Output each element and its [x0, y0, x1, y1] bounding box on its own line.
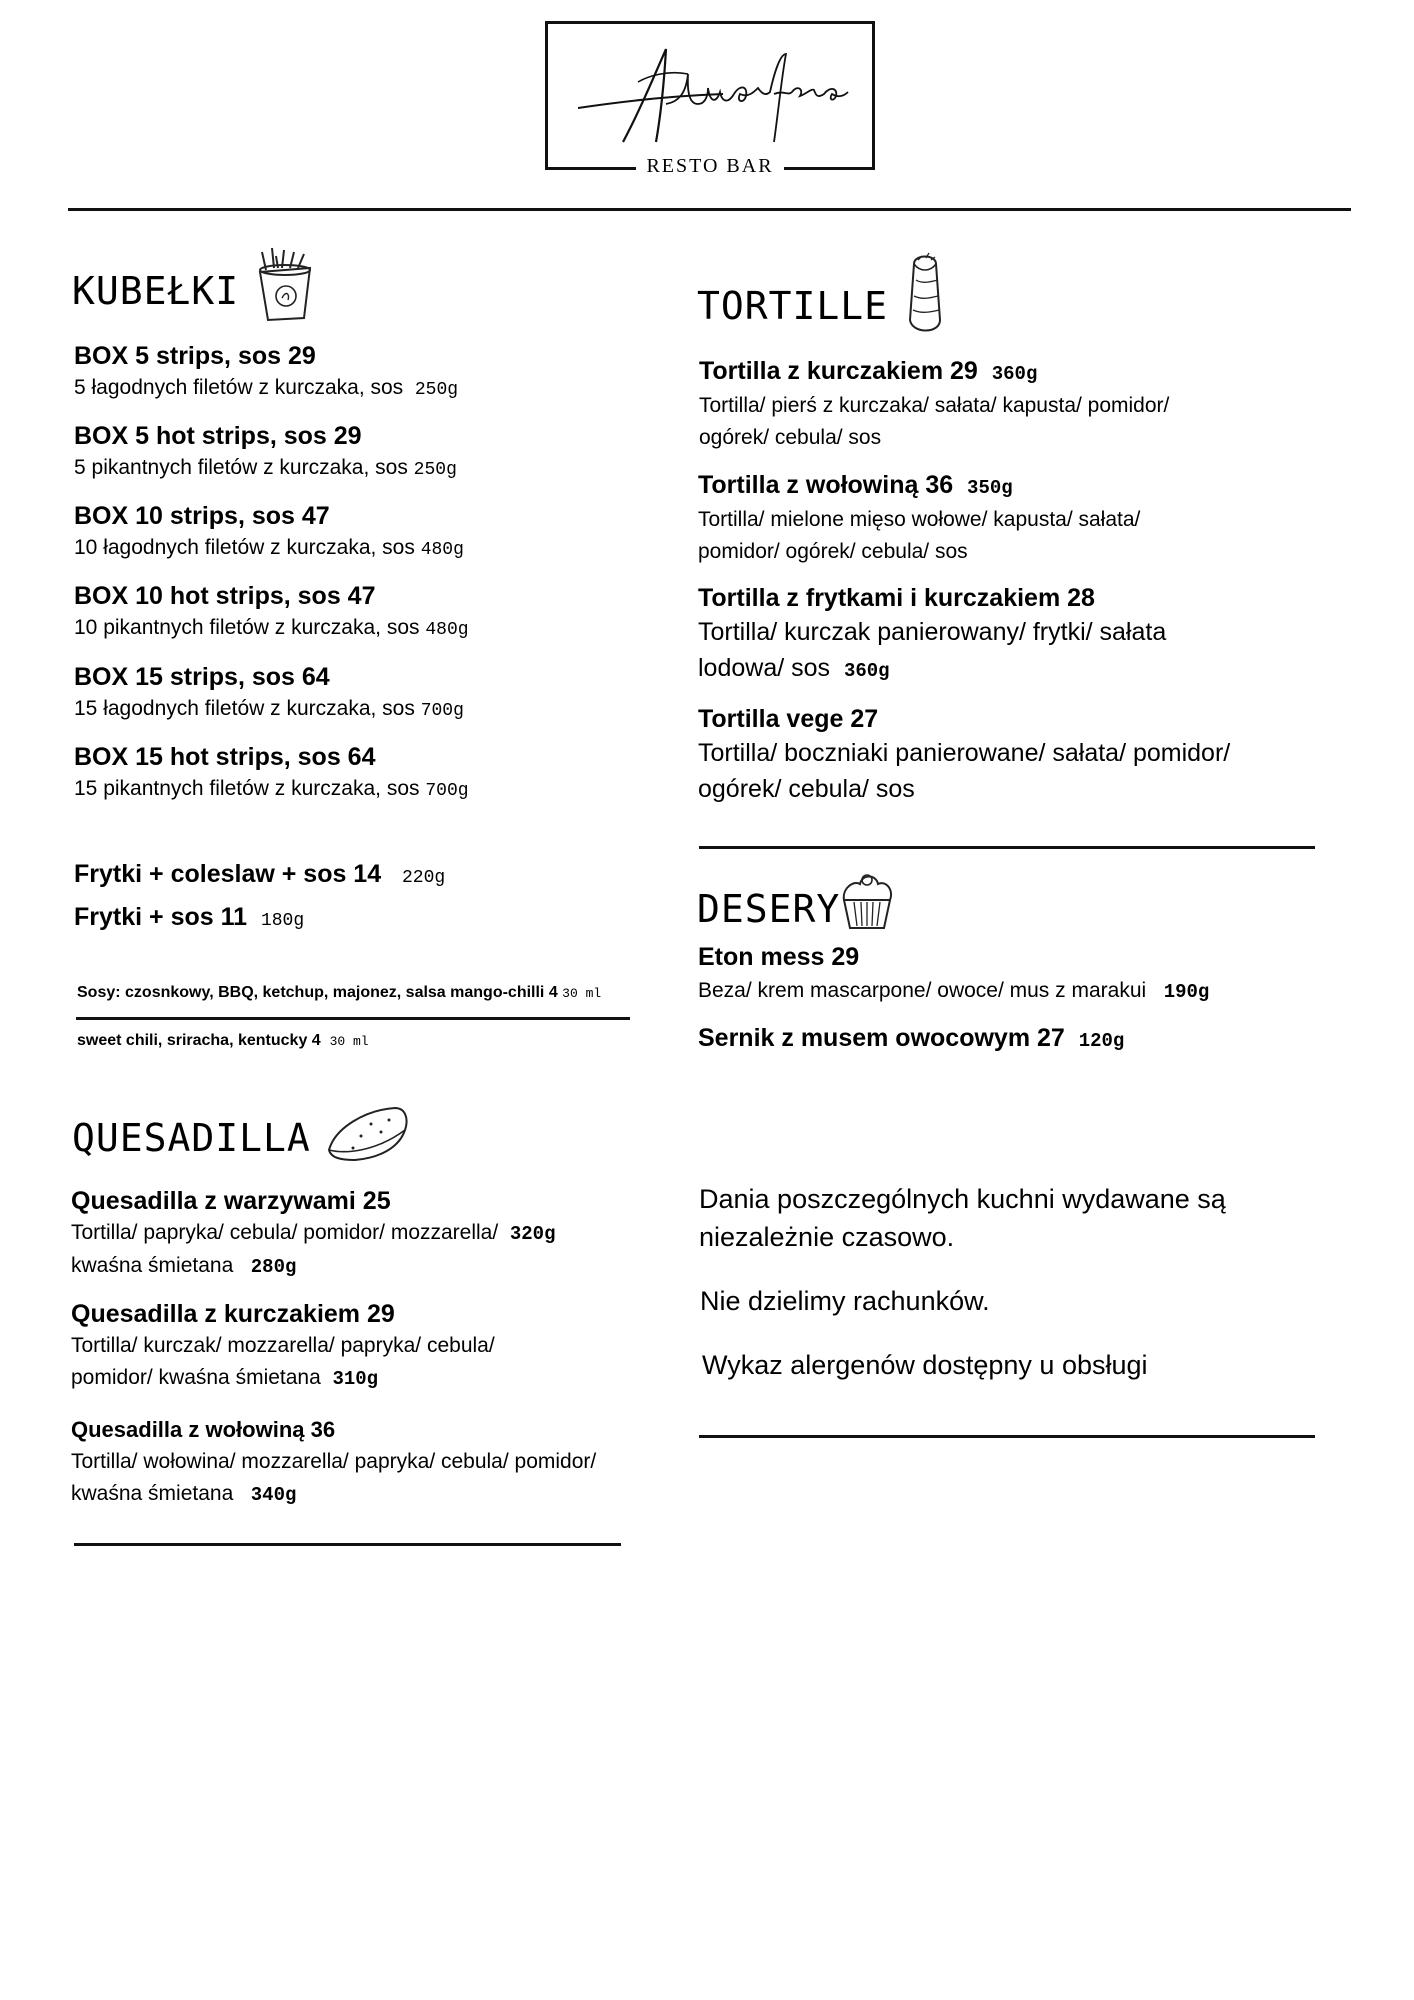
menu-item: BOX 10 hot strips, sos 47 10 pikantnych filetów z kurczaka, sos 480g [74, 582, 469, 640]
top-divider [68, 208, 1351, 211]
tortille-divider [699, 846, 1315, 849]
menu-item: Eton mess 29 Beza/ krem mascarpone/ owoce/ mus z marakui 190g [698, 943, 1210, 1003]
note-kitchen-timing: Dania poszczególnych kuchni wydawane są niezależnie czasowo. [699, 1184, 1226, 1252]
notes-divider [699, 1435, 1315, 1438]
cupcake-icon [838, 870, 896, 932]
menu-item: BOX 15 strips, sos 64 15 łagodnych filetów z kurczaka, sos 700g [74, 663, 464, 721]
sauces-divider [76, 1017, 630, 1020]
quesadilla-icon [325, 1104, 411, 1164]
note-allergens: Wykaz alergenów dostępny u obsługi [702, 1350, 1148, 1380]
sauces-list: sweet chili, sriracha, kentucky 4 30 ml [77, 1032, 369, 1049]
menu-item: Tortilla z kurczakiem 29 360g Tortilla/ pierś z kurczaka/ sałata/ kapusta/ pomidor/ ogórek/ cebula/ sos [699, 357, 1170, 449]
menu-item: Quesadilla z warzywami 25 Tortilla/ papryka/ cebula/ pomidor/ mozzarella/ 320g kwaśna śmietana 280g [71, 1187, 556, 1278]
menu-item: BOX 5 strips, sos 29 5 łagodnych filetów z kurczaka, sos 250g [74, 342, 459, 400]
logo-subtitle: RESTO BAR [548, 155, 872, 178]
section-title-quesadilla: QUESADILLA [72, 1116, 311, 1160]
menu-item: Frytki + coleslaw + sos 14 220g [74, 860, 446, 888]
quesadilla-divider [74, 1543, 621, 1546]
logo-script [548, 24, 872, 167]
wrap-icon [900, 250, 950, 338]
menu-item: BOX 5 hot strips, sos 29 5 pikantnych filetów z kurczaka, sos 250g [74, 422, 457, 480]
menu-item: Sernik z musem owocowym 27 120g [698, 1024, 1125, 1052]
note-no-split-bill: Nie dzielimy rachunków. [700, 1286, 990, 1316]
menu-item: Tortilla z frytkami i kurczakiem 28 Tortilla/ kurczak panierowany/ frytki/ sałata lodowa/ sos 360g [698, 584, 1167, 682]
menu-item: Quesadilla z kurczakiem 29 Tortilla/ kurczak/ mozzarella/ papryka/ cebula/ pomidor/ kwaśna śmietana 310g [71, 1300, 495, 1390]
logo [545, 21, 875, 177]
sauces-list: Sosy: czosnkowy, BBQ, ketchup, majonez, salsa mango-chilli 4 30 ml [77, 984, 602, 1001]
menu-item: Frytki + sos 11 180g [74, 903, 305, 931]
menu-item: Tortilla z wołowiną 36 350g Tortilla/ mielone mięso wołowe/ kapusta/ sałata/ pomidor/ ogórek/ cebula/ sos [698, 471, 1141, 563]
menu-item: Tortilla vege 27 Tortilla/ boczniaki panierowane/ sałata/ pomidor/ ogórek/ cebula/ sos [698, 705, 1231, 803]
menu-item: BOX 15 hot strips, sos 64 15 pikantnych filetów z kurczaka, sos 700g [74, 743, 469, 801]
section-title-tortille: TORTILLE [697, 284, 889, 328]
section-title-kubelki: KUBEŁKI [72, 269, 240, 313]
fries-bucket-icon [252, 246, 318, 322]
section-title-desery: DESERY [697, 887, 841, 931]
menu-item: Quesadilla z wołowiną 36 Tortilla/ wołowina/ mozzarella/ papryka/ cebula/ pomidor/ kwaśna śmietana 340g [71, 1417, 597, 1506]
menu-item: BOX 10 strips, sos 47 10 łagodnych filetów z kurczaka, sos 480g [74, 502, 464, 560]
